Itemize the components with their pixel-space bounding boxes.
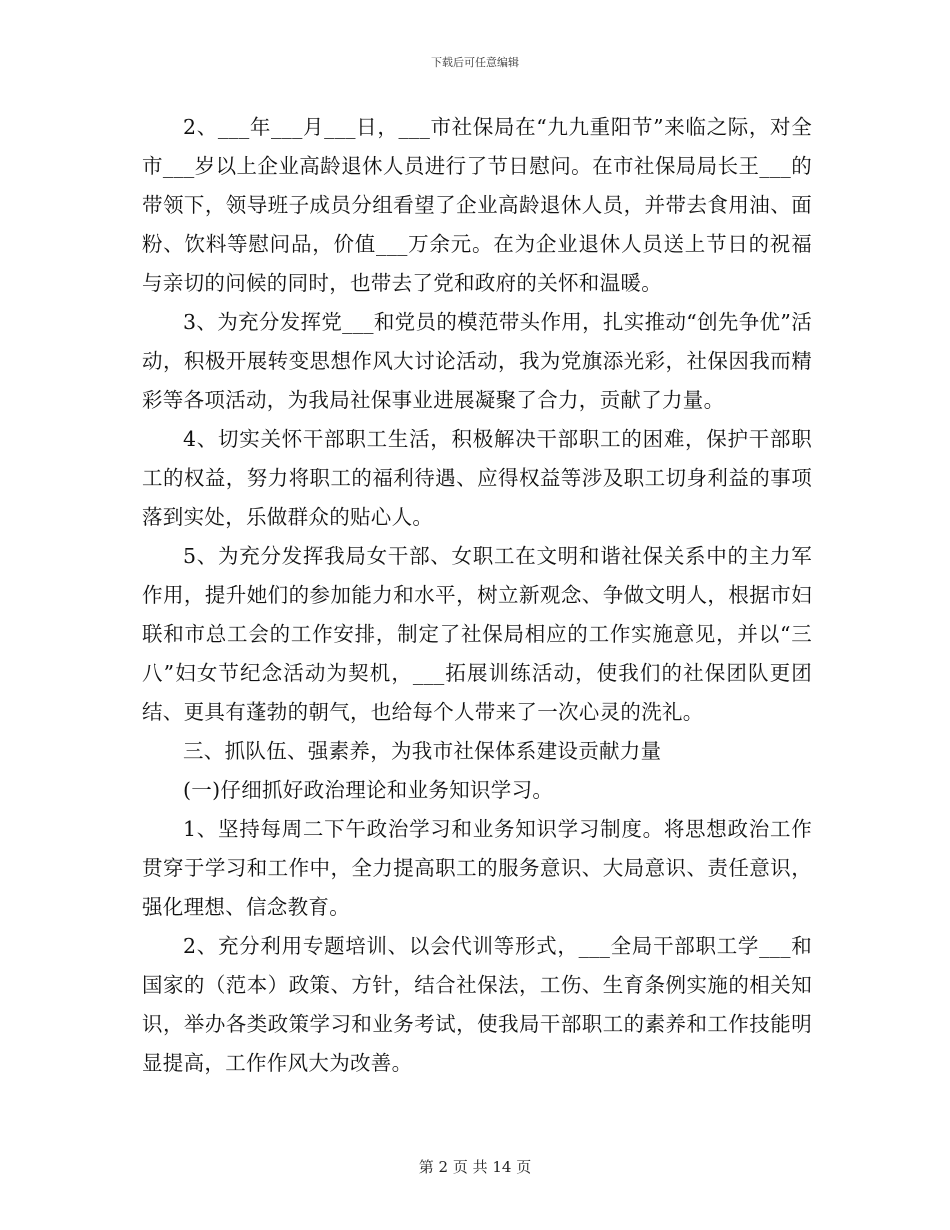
paragraph-3: 4、切实关怀干部职工生活，积极解决干部职工的困难，保护干部职工的权益，努力将职工的福利待遇、应得权益等涉及职工切身利益的事项落到实处，乐做群众的贴心人。: [142, 427, 812, 529]
paragraph-5: 1、坚持每周二下午政治学习和业务知识学习制度。将思想政治工作贯穿于学习和工作中，全力提高职工的服务意识、大局意识、责任意识，强化理想、信念教育。: [142, 817, 812, 919]
document-body: [142, 108, 812, 1083]
section-heading: 三、抓队伍、强素养，为我市社保体系建设贡献力量: [183, 739, 662, 763]
paragraph-4: 5、为充分发挥我局女干部、女职工在文明和谐社保关系中的主力军作用，提升她们的参加能力和水平，树立新观念、争做文明人，根据市妇联和市总工会的工作安排，制定了社保局相应的工作实施意见，并以“三八”妇女节纪念活动为契机，___拓展训练活动，使我们的社保团队更团结、更具有蓬勃的朝气，也给每个人带来了一次心灵的洗礼。: [142, 544, 812, 724]
subsection-heading: (一)仔细抓好政治理论和业务知识学习。: [183, 778, 554, 802]
paragraph-2: 3、为充分发挥党___和党员的模范带头作用，扎实推动“创先争优”活动，积极开展转变思想作风大讨论活动，我为党旗添光彩，社保因我而精彩等各项活动，为我局社保事业进展凝聚了合力，贡献了力量。: [142, 310, 812, 412]
paragraph-1: 2、___年___月___日，___市社保局在“九九重阳节”来临之际，对全市___岁以上企业高龄退休人员进行了节日慰问。在市社保局局长王___的带领下，领导班子成员分组看望了企业高龄退休人员，并带去食用油、面粉、饮料等慰问品，价值___万余元。在为企业退休人员送上节日的祝福与亲切的问候的同时，也带去了党和政府的关怀和温暖。: [142, 115, 812, 295]
header-note: 下载后可任意编辑: [431, 56, 519, 69]
paragraph-6: 2、充分利用专题培训、以会代训等形式，___全局干部职工学___和国家的（范本）政策、方针，结合社保法，工伤、生育条例实施的相关知识，举办各类政策学习和业务考试，使我局干部职工的素养和工作技能明显提高，工作作风大为改善。: [142, 934, 812, 1075]
page-number: 第 2 页 共 14 页: [418, 1158, 532, 1176]
